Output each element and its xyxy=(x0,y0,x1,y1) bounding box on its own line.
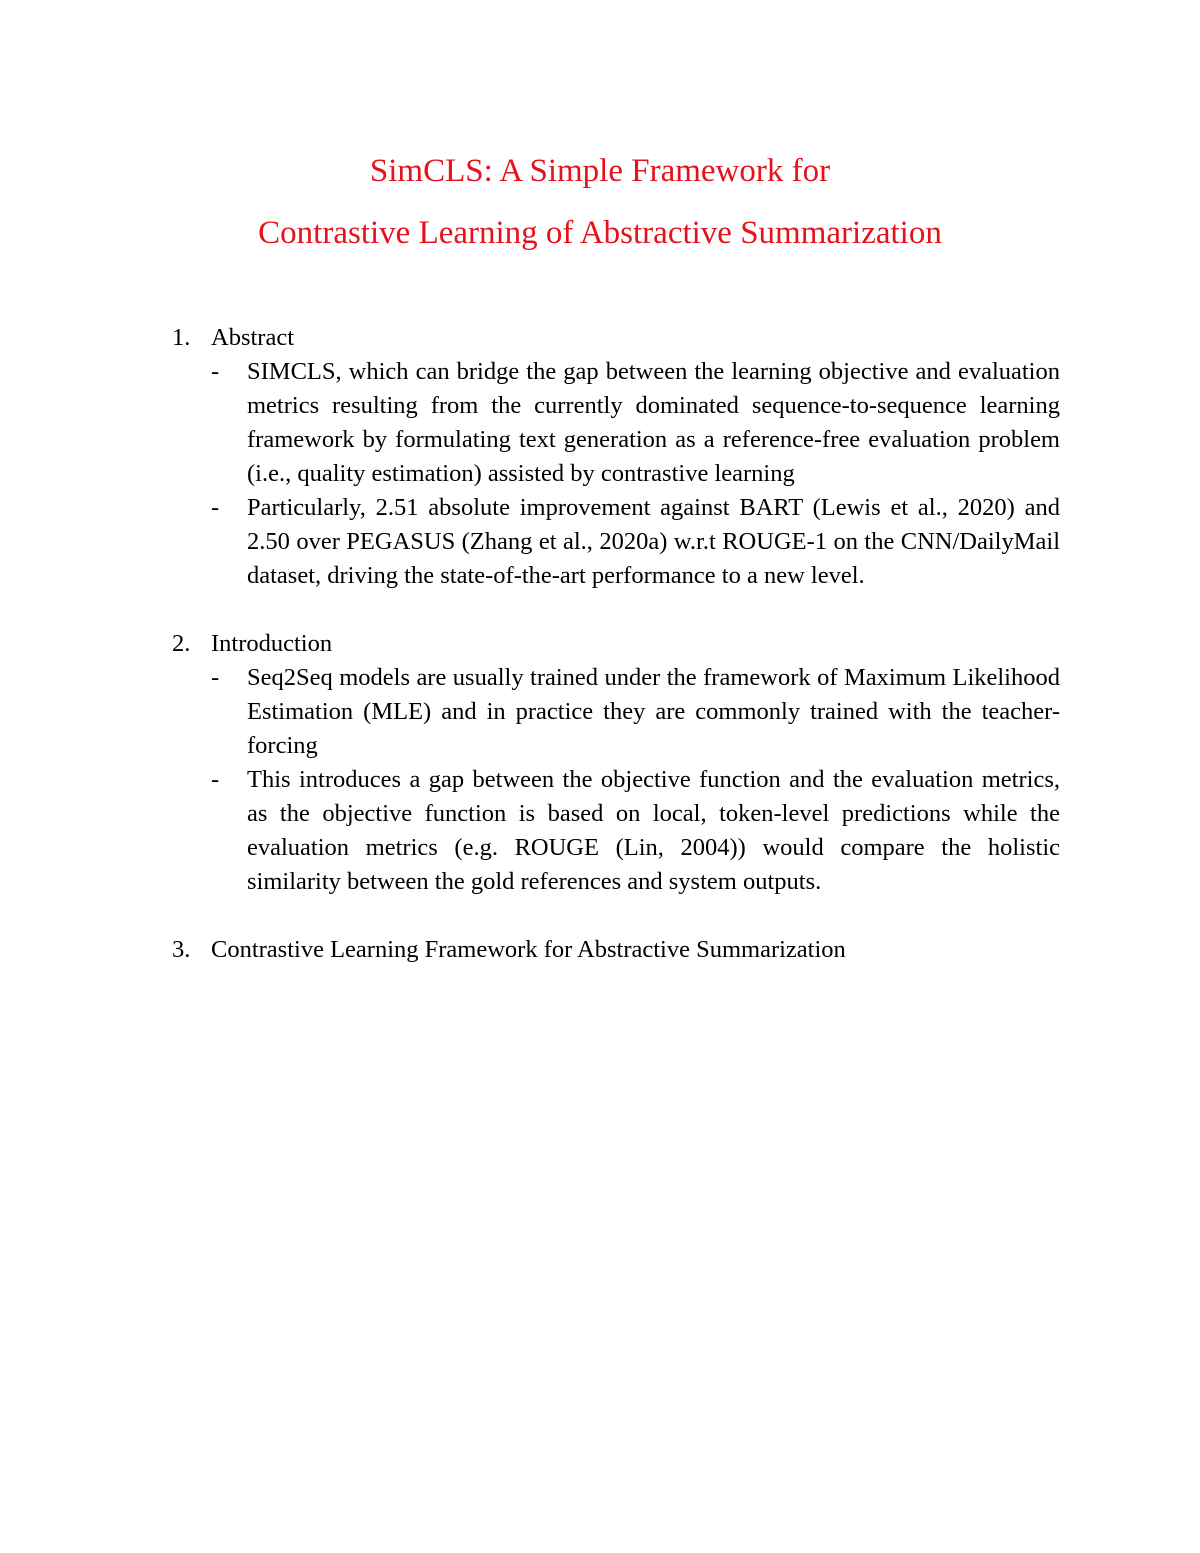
bullet-marker: - xyxy=(211,358,220,385)
section-number: 3. xyxy=(172,936,191,963)
section-number: 1. xyxy=(172,324,191,351)
section-heading xyxy=(172,933,1060,967)
bullet-marker: - xyxy=(211,766,220,793)
list-item xyxy=(211,661,1060,763)
bullet-text: This introduces a gap between the objective function and the evaluation metrics, as the objective function is based on local, token-level predictions while the evaluation metrics (e.g. ROUGE (Lin, 2004)) would compare the holistic similarity between the gold references and system outputs. xyxy=(247,766,1060,895)
section-number: 2. xyxy=(172,630,191,657)
list-item xyxy=(211,355,1060,491)
section-introduction xyxy=(172,627,1060,899)
bullet-marker: - xyxy=(211,664,220,691)
section-abstract xyxy=(172,321,1060,593)
section-heading xyxy=(172,321,1060,355)
bullet-marker: - xyxy=(211,494,220,521)
title-line-1: SimCLS: A Simple Framework for xyxy=(369,153,831,189)
section-list xyxy=(172,321,1060,1001)
section-title: Contrastive Learning Framework for Abstractive Summarization xyxy=(211,936,846,963)
section-contrastive-framework xyxy=(172,933,1060,967)
bullet-text: SIMCLS, which can bridge the gap between the learning objective and evaluation metrics resulting from the currently dominated sequence-to-sequence learning framework by formulating text generation as a reference-free evaluation problem (i.e., quality estimation) assisted by contrastive learning xyxy=(247,358,1060,487)
section-title: Introduction xyxy=(211,630,333,657)
list-item xyxy=(211,491,1060,593)
section-heading xyxy=(172,627,1060,661)
list-item xyxy=(211,763,1060,899)
document-title xyxy=(0,140,1200,264)
bullet-text: Seq2Seq models are usually trained under the framework of Maximum Likelihood Estimation (MLE) and in practice they are commonly trained with the teacher-forcing xyxy=(247,664,1060,759)
bullet-text: Particularly, 2.51 absolute improvement against BART (Lewis et al., 2020) and 2.50 over PEGASUS (Zhang et al., 2020a) w.r.t ROUGE-1 on the CNN/DailyMail dataset, driving the state-of-the-art performance to a new level. xyxy=(247,494,1060,589)
section-title: Abstract xyxy=(211,324,294,351)
title-line-2: Contrastive Learning of Abstractive Summarization xyxy=(258,215,942,251)
